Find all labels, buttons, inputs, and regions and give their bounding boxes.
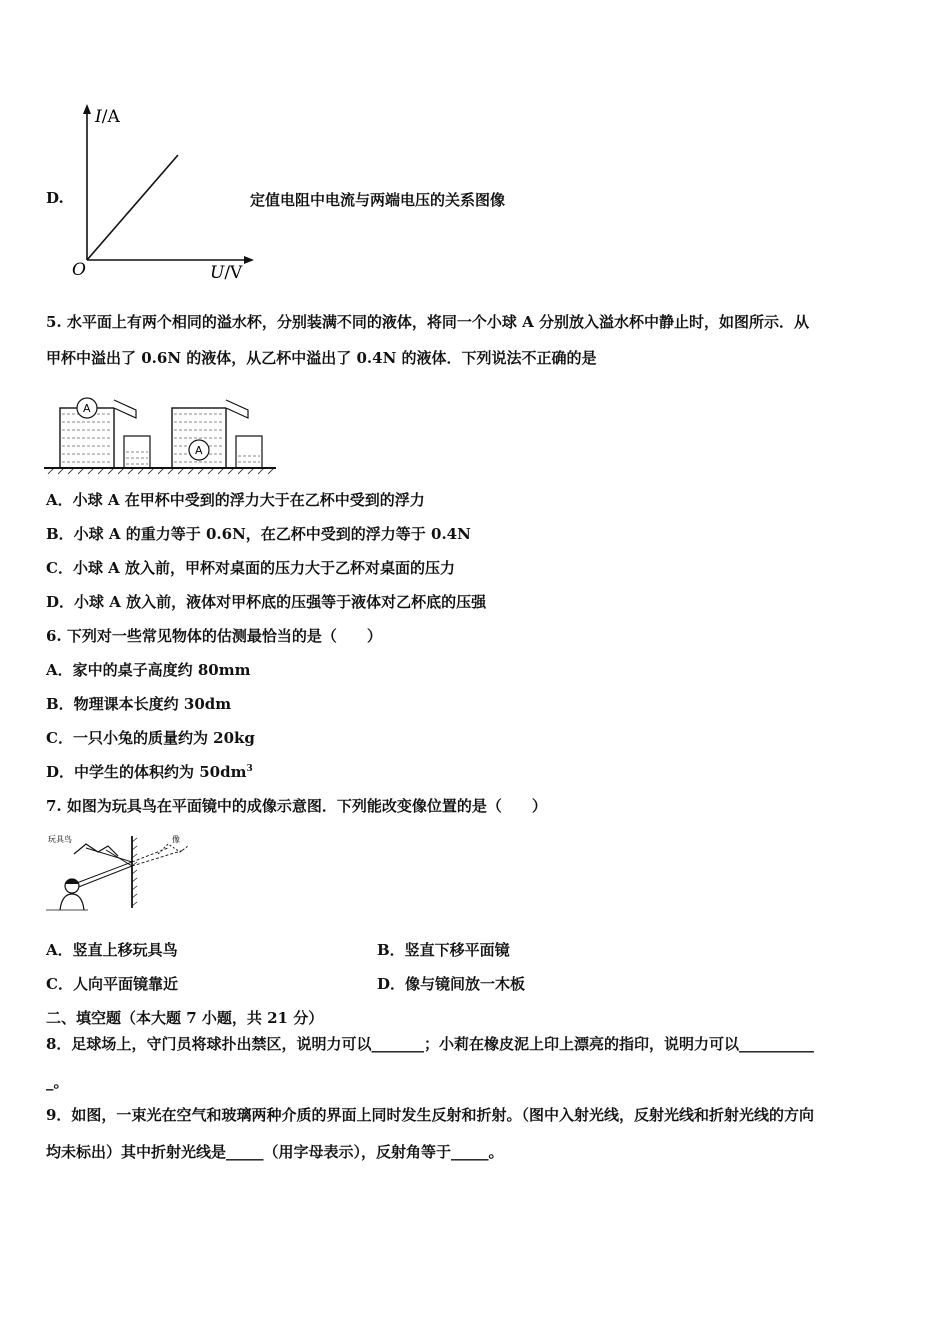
x-axis-unit: /V — [224, 263, 243, 283]
q6-option-a: A．家中的桌子高度约 80mm — [46, 661, 251, 679]
q6-option-c: C．一只小兔的质量约为 20kg — [46, 729, 255, 747]
y-axis-unit: /A — [101, 107, 120, 127]
x-axis-arrow — [244, 256, 254, 264]
q6-stem: 6. 下列对一些常见物体的估测最恰当的是（ ） — [46, 627, 382, 645]
proportional-line — [87, 155, 178, 260]
y-axis-arrow — [83, 104, 91, 114]
q6-option-d-text: D．中学生的体积约为 50dm — [46, 763, 247, 781]
q6-option-d-sup: 3 — [246, 764, 253, 774]
ball-a-jia-label: A — [83, 402, 91, 415]
q5-option-d: D．小球 A 放入前，液体对甲杯底的压强等于液体对乙杯底的压强 — [46, 593, 487, 611]
q9-line2: 均未标出）其中折射光线是_____（用字母表示），反射角等于_____。 — [46, 1143, 504, 1161]
q7-stem: 7. 如图为玩具鸟在平面镜中的成像示意图．下列能改变像位置的是（ ） — [46, 797, 547, 815]
q5-option-a: A．小球 A 在甲杯中受到的浮力大于在乙杯中受到的浮力 — [46, 491, 425, 509]
section2-heading: 二、填空题（本大题 7 小题，共 21 分） — [46, 1009, 324, 1027]
q8-line2: _。 — [46, 1073, 69, 1091]
q7-option-a: A．竖直上移玩具鸟 — [46, 941, 178, 959]
q7-option-c: C．人向平面镜靠近 — [46, 975, 178, 993]
current-voltage-graph — [62, 100, 262, 285]
ball-a-yi-label: A — [195, 444, 203, 457]
y-axis-var: I — [95, 107, 102, 127]
overflow-cups-figure — [44, 380, 284, 475]
q6-option-b: B．物理课本长度约 30dm — [46, 695, 232, 713]
cup-yi — [172, 400, 262, 468]
origin-label: O — [72, 260, 86, 280]
q4-option-d-caption: 定值电阻中电流与两端电压的关系图像 — [250, 191, 506, 209]
q5-option-c: C．小球 A 放入前，甲杯对桌面的压力大于乙杯对桌面的压力 — [46, 559, 456, 577]
q5-stem-line1: 5. 水平面上有两个相同的溢水杯，分别装满不同的液体，将同一个小球 A 分别放入溢水杯中静止时，如图所示．从 — [46, 313, 809, 331]
toy-bird-label: 玩具鸟 — [48, 835, 72, 844]
q6-option-d — [46, 762, 253, 782]
x-axis-var: U — [210, 263, 225, 283]
image-label: 像 — [172, 835, 180, 844]
q9-line1: 9．如图，一束光在空气和玻璃两种介质的界面上同时发生反射和折射。（图中入射光线，反射光线和折射光线的方向 — [46, 1106, 814, 1124]
q4-option-d-label: D. — [46, 189, 64, 207]
q7-option-b: B．竖直下移平面镜 — [377, 941, 510, 959]
q7-option-d: D．像与镜间放一木板 — [377, 975, 526, 993]
svg-text:I/A — [94, 107, 120, 127]
cup-jia — [60, 398, 150, 468]
q8-line1: 8．足球场上，守门员将球扑出禁区，说明力可以_______；小莉在橡皮泥上印上漂亮的指印，说明力可以__________ — [46, 1035, 814, 1053]
plane-mirror-figure — [46, 832, 196, 912]
q5-option-b: B．小球 A 的重力等于 0.6N，在乙杯中受到的浮力等于 0.4N — [46, 525, 471, 543]
svg-text:U/V — [210, 263, 243, 283]
q5-stem-line2: 甲杯中溢出了 0.6N 的液体，从乙杯中溢出了 0.4N 的液体．下列说法不正确的是 — [46, 349, 597, 367]
